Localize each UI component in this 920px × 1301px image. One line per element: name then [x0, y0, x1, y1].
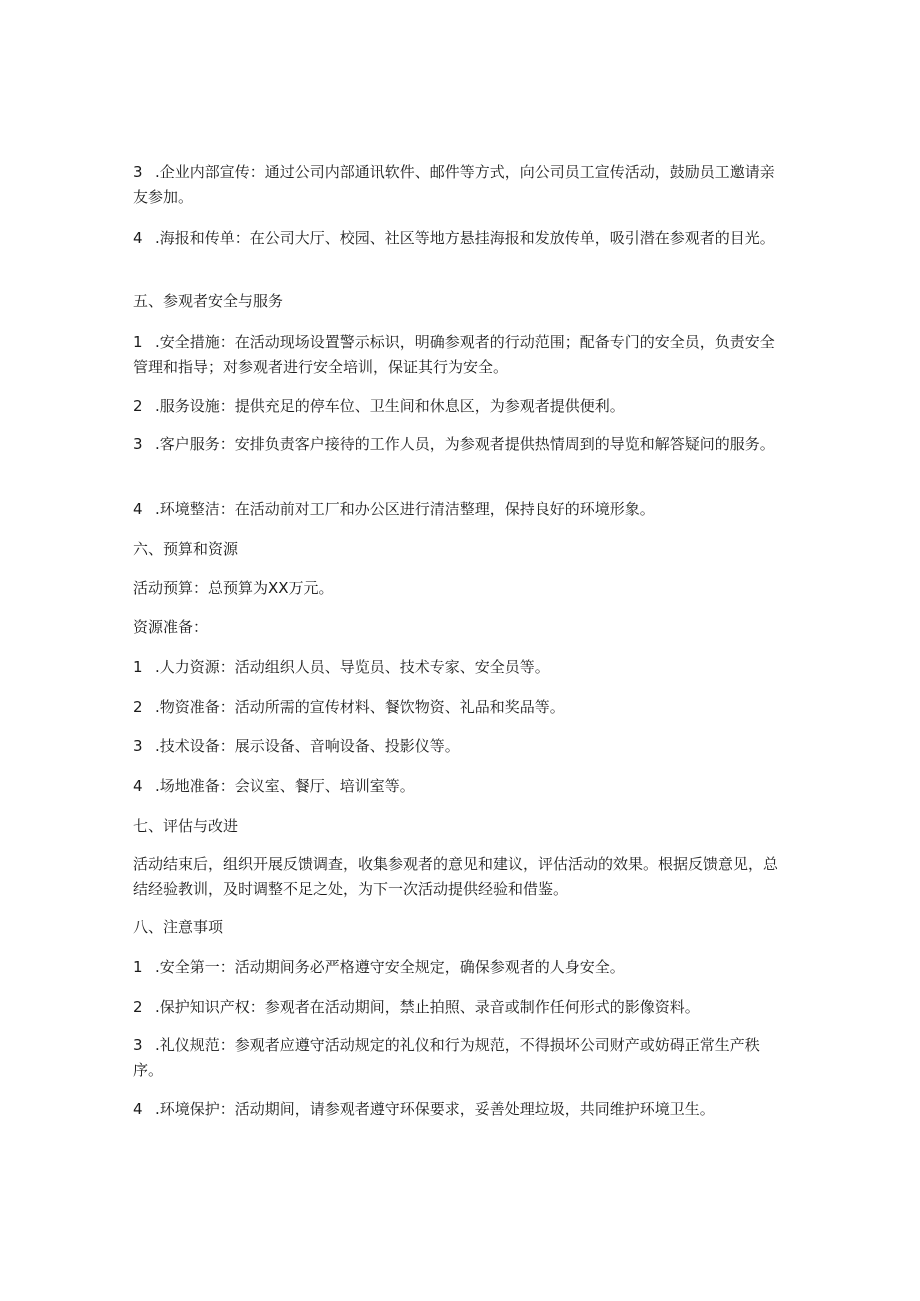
safety-item-2 [133, 394, 788, 419]
notes-item-1 [133, 955, 788, 980]
item-text: .物资准备：活动所需的宣传材料、餐饮物资、礼品和奖品等。 [155, 698, 565, 716]
evaluation-paragraph: 活动结束后，组织开展反馈调查，收集参观者的意见和建议，评估活动的效果。根据反馈意见，总结经验教训，及时调整不足之处，为下一次活动提供经验和借鉴。 [133, 855, 779, 898]
section-heading-notes: 八、注意事项 [133, 918, 224, 936]
item-number: 3 [133, 163, 143, 181]
item-number: 3 [133, 435, 143, 453]
item-text: .安全第一：活动期间务必严格遵守安全规定，确保参观者的人身安全。 [155, 958, 625, 976]
item-text: .企业内部宣传：通过公司内部通讯软件、邮件等方式，向公司员工宣传活动，鼓励员工邀请亲友参加。 [133, 163, 775, 206]
item-number: 4 [133, 777, 143, 795]
item-number: 2 [133, 698, 143, 716]
budget-line: 活动预算：总预算为XX万元。 [133, 579, 334, 597]
item-text: .环境保护：活动期间，请参观者遵守环保要求，妥善处理垃圾，共同维护环境卫生。 [155, 1100, 715, 1118]
item-number: 2 [133, 397, 143, 415]
item-text: .场地准备：会议室、餐厅、培训室等。 [155, 777, 415, 795]
item-text: .人力资源：活动组织人员、导览员、技术专家、安全员等。 [155, 658, 550, 676]
item-text: .保护知识产权：参观者在活动期间，禁止拍照、录音或制作任何形式的影像资料。 [155, 998, 700, 1016]
item-text: .技术设备：展示设备、音响设备、投影仪等。 [155, 737, 460, 755]
item-number: 3 [133, 737, 143, 755]
item-number: 3 [133, 1036, 143, 1054]
item-text: .环境整洁：在活动前对工厂和办公区进行清洁整理，保持良好的环境形象。 [155, 500, 655, 518]
item-text: .服务设施：提供充足的停车位、卫生间和休息区，为参观者提供便利。 [155, 397, 625, 415]
notes-item-3 [133, 1033, 788, 1083]
resource-item-3 [133, 734, 788, 759]
promo-item-3 [133, 160, 788, 210]
section-heading-evaluation: 七、评估与改进 [133, 817, 239, 835]
resource-item-2 [133, 695, 788, 720]
item-number: 4 [133, 229, 143, 247]
item-number: 2 [133, 998, 143, 1016]
notes-item-2 [133, 995, 788, 1020]
item-text: .安全措施：在活动现场设置警示标识，明确参观者的行动范围；配备专门的安全员，负责安全管理和指导；对参观者进行安全培训，保证其行为安全。 [133, 333, 775, 376]
resource-item-1 [133, 655, 788, 680]
item-text: .海报和传单：在公司大厅、校园、社区等地方悬挂海报和发放传单，吸引潜在参观者的目光。 [155, 229, 775, 247]
resources-label: 资源准备： [133, 618, 209, 636]
safety-item-4 [133, 497, 788, 522]
item-text: .礼仪规范：参观者应遵守活动规定的礼仪和行为规范，不得损坏公司财产或妨碍正常生产秩序。 [133, 1036, 760, 1079]
item-number: 4 [133, 1100, 143, 1118]
notes-item-4 [133, 1097, 788, 1122]
section-heading-safety: 五、参观者安全与服务 [133, 292, 284, 310]
item-text: .客户服务：安排负责客户接待的工作人员，为参观者提供热情周到的导览和解答疑问的服务。 [155, 435, 775, 453]
resource-item-4 [133, 774, 788, 799]
item-number: 1 [133, 333, 143, 351]
item-number: 1 [133, 658, 143, 676]
safety-item-1 [133, 330, 788, 380]
safety-item-3 [133, 432, 788, 457]
item-number: 1 [133, 958, 143, 976]
promo-item-4 [133, 226, 788, 251]
item-number: 4 [133, 500, 143, 518]
section-heading-budget: 六、预算和资源 [133, 540, 239, 558]
